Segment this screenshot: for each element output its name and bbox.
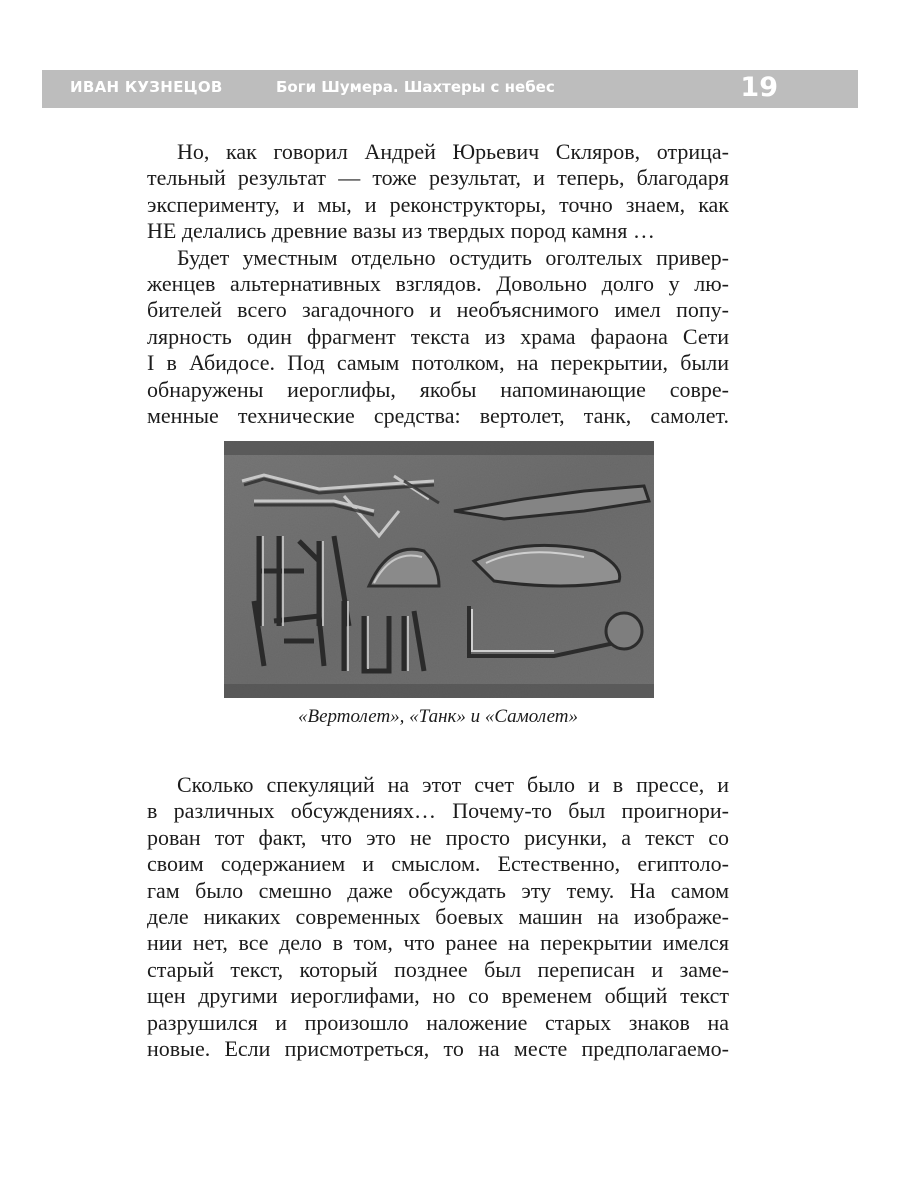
text-line: эксперименту, и мы, и реконструкторы, точно знаем, как bbox=[147, 191, 729, 217]
hieroglyphs-relief-image bbox=[224, 441, 654, 698]
text-line: обнаружены иероглифы, якобы напоминающие совре- bbox=[147, 376, 729, 402]
text-line: щен другими иероглифами, но со временем общий текст bbox=[147, 983, 729, 1009]
text-line: Будет уместным отдельно остудить оголтелых привер- bbox=[177, 244, 729, 270]
header-author: ИВАН КУЗНЕЦОВ bbox=[70, 78, 223, 96]
text-line: своим содержанием и смыслом. Естественно, египтоло- bbox=[147, 851, 729, 877]
text-line: в различных обсуждениях… Почему-то был проигнори- bbox=[147, 798, 729, 824]
body-text-top bbox=[147, 139, 729, 429]
text-line: бителей всего загадочного и необъяснимого имел попу- bbox=[147, 297, 729, 323]
text-line: деле никаких современных боевых машин на изображе- bbox=[147, 903, 729, 929]
text-line: гам было смешно даже обсуждать эту тему. На самом bbox=[147, 877, 729, 903]
body-text-bottom bbox=[147, 772, 729, 1062]
text-line: менные технические средства: вертолет, танк, самолет. bbox=[147, 402, 729, 428]
text-line: рован тот факт, что это не просто рисунки, а текст со bbox=[147, 824, 729, 850]
text-line: Но, как говорил Андрей Юрьевич Скляров, отрица- bbox=[177, 139, 729, 164]
text-line: старый текст, который позднее был переписан и заме- bbox=[147, 956, 729, 982]
text-line: I в Абидосе. Под самым потолком, на перекрытии, были bbox=[147, 350, 729, 376]
text-line: женцев альтернативных взглядов. Довольно долго у лю- bbox=[147, 270, 729, 296]
text-line: нии нет, все дело в том, что ранее на перекрытии имелся bbox=[147, 930, 729, 956]
text-line: НЕ делались древние вазы из твердых пород камня … bbox=[147, 218, 655, 244]
text-line: лярность один фрагмент текста из храма фараона Сети bbox=[147, 323, 729, 349]
text-line: тельный результат — тоже результат, и теперь, благодаря bbox=[147, 165, 729, 191]
figure-caption: «Вертолет», «Танк» и «Самолет» bbox=[297, 706, 578, 727]
hieroglyphs-photo bbox=[224, 441, 654, 698]
page-number: 19 bbox=[740, 72, 778, 103]
text-line: Сколько спекуляций на этот счет было и в прессе, и bbox=[177, 772, 729, 797]
text-line: новые. Если присмотреться, то на месте предполагаемо- bbox=[147, 1035, 729, 1061]
text-line: разрушился и произошло наложение старых знаков на bbox=[147, 1009, 729, 1035]
header-book-title: Боги Шумера. Шахтеры с небес bbox=[276, 78, 555, 96]
